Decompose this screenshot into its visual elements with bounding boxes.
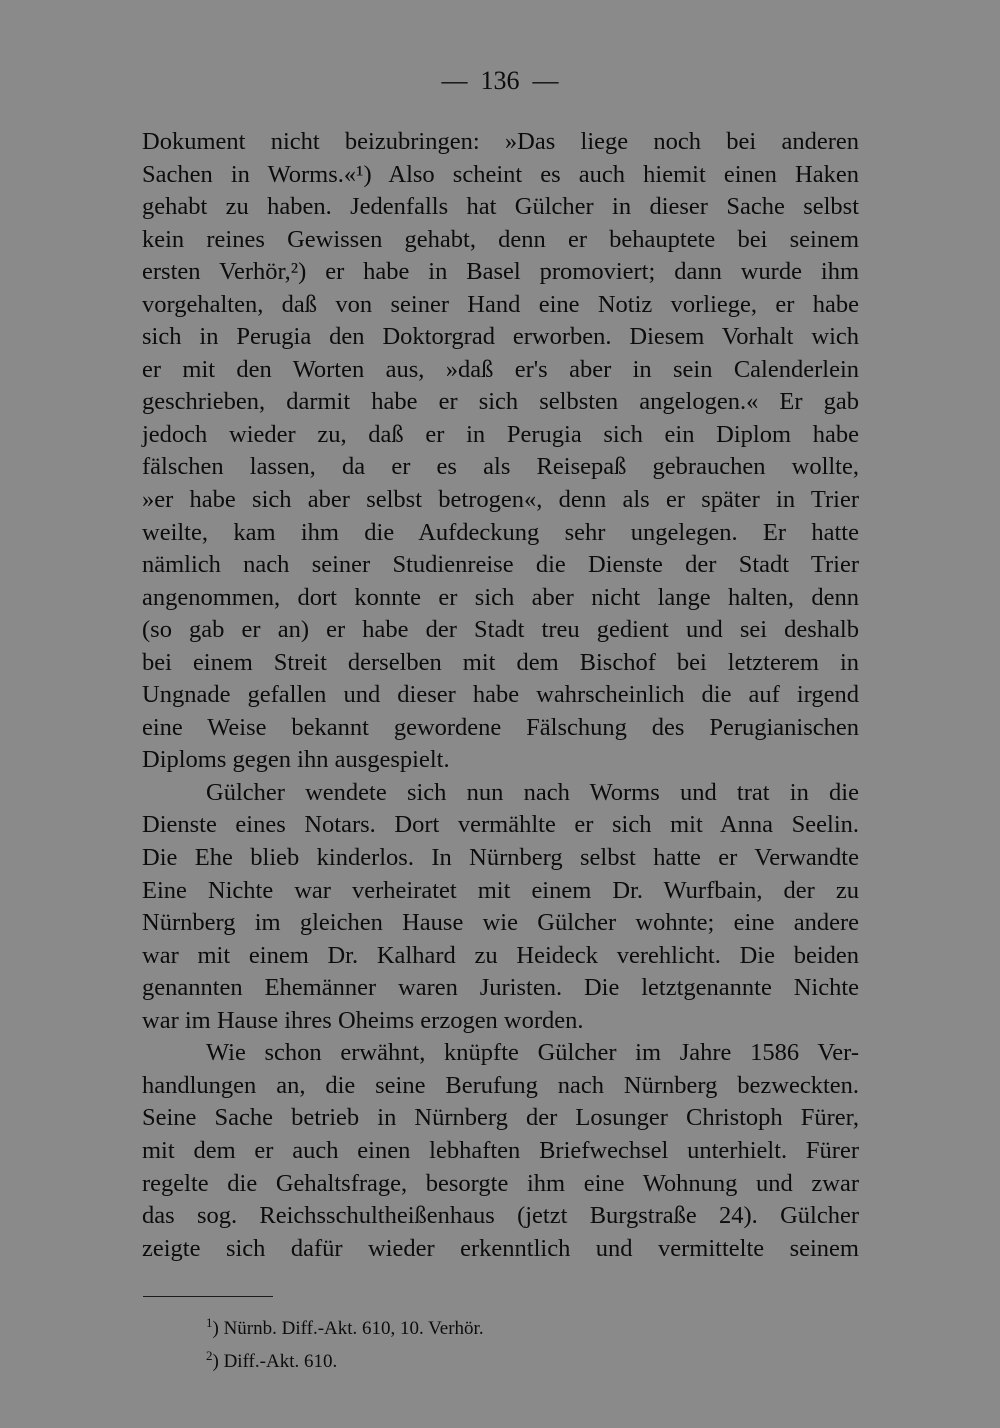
text-line: (so gab er an) er habe der Stadt treu gedient und sei deshalb	[142, 616, 859, 644]
text-line: Seine Sache betrieb in Nürnberg der Losunger Christoph Fürer,	[142, 1104, 859, 1132]
text-line: handlungen an, die seine Berufung nach Nürnberg bezweckten.	[142, 1071, 859, 1099]
text-line: »er habe sich aber selbst betrogen«, denn als er später in Trier	[142, 486, 859, 514]
page-number: — 136 —	[441, 66, 559, 95]
body-text	[142, 126, 859, 1265]
text-line: kein reines Gewissen gehabt, denn er behauptete bei seinem	[142, 225, 859, 253]
text-line: mit dem er auch einen lebhaften Briefwechsel unterhielt. Fürer	[142, 1136, 859, 1164]
text-line: eine Weise bekannt gewordene Fälschung des Perugianischen	[142, 713, 859, 741]
footnote-marker: 1	[206, 1315, 213, 1330]
text-line: Wie schon erwähnt, knüpfte Gülcher im Jahre 1586 Ver-	[206, 1039, 859, 1067]
footnote-text: Nürnb. Diff.-Akt. 610, 10. Verhör.	[223, 1318, 484, 1339]
text-line: war im Hause ihres Oheims erzogen worden.	[142, 1006, 584, 1034]
footnote-2: $^2$) Diff.-Akt. 610.	[206, 1348, 338, 1372]
text-line: vorgehalten, daß von seiner Hand eine Notiz vorliege, er habe	[142, 290, 859, 318]
text-line: er mit den Worten aus, »daß er's aber in sein Calenderlein	[142, 355, 859, 383]
text-line: geschrieben, darmit habe er sich selbsten angelogen.« Er gab	[142, 388, 859, 416]
text-line: regelte die Gehaltsfrage, besorgte ihm eine Wohnung und zwar	[142, 1169, 859, 1197]
text-line: fälschen lassen, da er es als Reisepaß gebrauchen wollte,	[142, 453, 859, 481]
text-line: war mit einem Dr. Kalhard zu Heideck verehlicht. Die beiden	[142, 941, 859, 969]
text-line: bei einem Streit derselben mit dem Bischof bei letzterem in	[142, 648, 859, 676]
footnotes	[206, 1309, 484, 1375]
text-line: jedoch wieder zu, daß er in Perugia sich ein Diplom habe	[142, 420, 859, 448]
footnote-divider	[143, 1296, 273, 1297]
text-line: nämlich nach seiner Studienreise die Dienste der Stadt Trier	[142, 551, 859, 579]
footnote-marker: 2	[206, 1348, 213, 1363]
footnote-text: Diff.-Akt. 610.	[223, 1351, 338, 1372]
text-line: Dienste eines Notars. Dort vermählte er sich mit Anna Seelin.	[142, 811, 859, 839]
text-line: sich in Perugia den Doktorgrad erworben. Diesem Vorhalt wich	[142, 323, 859, 351]
text-line: Diploms gegen ihn ausgespielt.	[142, 746, 450, 774]
text-line: gehabt zu haben. Jedenfalls hat Gülcher in dieser Sache selbst	[142, 193, 859, 221]
text-line: weilte, kam ihm die Aufdeckung sehr ungelegen. Er hatte	[142, 518, 859, 546]
footnote-1: $^1$) Nürnb. Diff.-Akt. 610, 10. Verhör.	[206, 1315, 484, 1339]
text-line: genannten Ehemänner waren Juristen. Die letztgenannte Nichte	[142, 974, 859, 1002]
text-line: Eine Nichte war verheiratet mit einem Dr. Wurfbain, der zu	[142, 876, 859, 904]
text-line: Dokument nicht beizubringen: »Das liege noch bei anderen	[142, 128, 859, 155]
text-line: das sog. Reichsschultheißenhaus (jetzt Burgstraße 24). Gülcher	[142, 1202, 859, 1230]
text-line: Nürnberg im gleichen Hause wie Gülcher wohnte; eine andere	[142, 909, 859, 937]
text-line: Ungnade gefallen und dieser habe wahrscheinlich die auf irgend	[142, 681, 859, 709]
text-line: Gülcher wendete sich nun nach Worms und trat in die	[206, 778, 859, 806]
text-line: Sachen in Worms.«¹) Also scheint es auch hiemit einen Haken	[142, 160, 859, 188]
text-line: angenommen, dort konnte er sich aber nicht lange halten, denn	[142, 583, 859, 611]
text-line: Die Ehe blieb kinderlos. In Nürnberg selbst hatte er Verwandte	[142, 844, 859, 872]
text-line: ersten Verhör,²) er habe in Basel promoviert; dann wurde ihm	[142, 258, 859, 286]
text-line: zeigte sich dafür wieder erkenntlich und vermittelte seinem	[142, 1234, 859, 1262]
